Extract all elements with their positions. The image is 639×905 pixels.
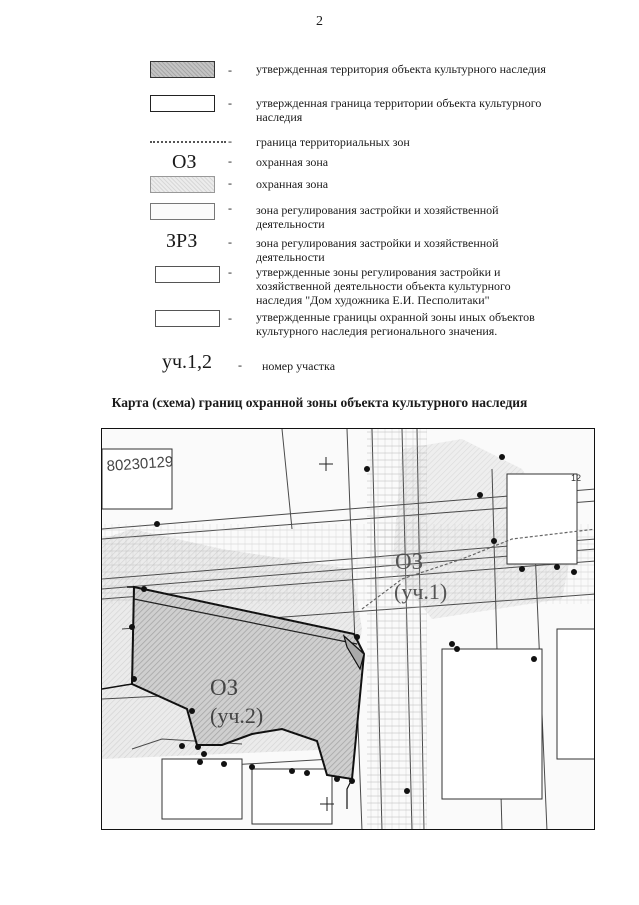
legend-dash: - bbox=[228, 176, 232, 190]
map-drawing bbox=[102, 429, 595, 830]
legend-symbol-plot-number: уч.1,2 bbox=[162, 351, 213, 373]
legend-dash: - bbox=[238, 358, 242, 372]
cadastral-map bbox=[101, 428, 595, 830]
legend-symbol-approved-territory bbox=[150, 61, 215, 78]
legend-text: номер участка bbox=[262, 359, 336, 373]
zone2-label: ОЗ bbox=[210, 675, 239, 700]
legend-symbol-zrz-text: ЗРЗ bbox=[166, 230, 198, 252]
legend-text: зона регулирования застройки и хозяйственной деятельности bbox=[256, 203, 499, 231]
legend-text: утвержденная территория объекта культурного наследия bbox=[256, 62, 546, 76]
zone1-plot-label: (уч.1) bbox=[394, 579, 448, 604]
legend-dash: - bbox=[228, 154, 232, 168]
legend-dash: - bbox=[228, 63, 232, 77]
corner-number-label: 12 bbox=[571, 473, 582, 483]
legend-dash: - bbox=[228, 235, 232, 249]
zone2-plot-label: (уч.2) bbox=[210, 703, 264, 728]
legend-dash: - bbox=[228, 311, 232, 325]
legend-symbol-protection-zone bbox=[150, 176, 215, 193]
legend-text: охранная зона bbox=[256, 177, 329, 191]
legend-dash: - bbox=[228, 134, 232, 148]
legend-text: утвержденные границы охранной зоны иных объектов культурного наследия регионального значения. bbox=[256, 310, 535, 338]
legend-dash: - bbox=[228, 96, 232, 110]
legend-text: утвержденные зоны регулирования застройки и хозяйственной деятельности объекта культурного наследия "Дом художника Е.И. Песполитаки" bbox=[256, 265, 511, 307]
legend-text: утвержденная граница территории объекта культурного наследия bbox=[256, 96, 542, 124]
legend-symbol-approved-boundary bbox=[150, 95, 215, 112]
legend-dash: - bbox=[228, 201, 232, 215]
legend-symbol-zone-boundary-line bbox=[150, 141, 226, 143]
legend-symbol-regulation-zone bbox=[150, 203, 215, 220]
page-number: 2 bbox=[316, 14, 323, 29]
cadastral-number-label: 80230129 bbox=[106, 453, 174, 475]
legend-text: зона регулирования застройки и хозяйственной деятельности bbox=[256, 236, 499, 264]
legend-text: охранная зона bbox=[256, 155, 329, 169]
legend-text: граница территориальных зон bbox=[256, 135, 410, 149]
zone1-label: ОЗ bbox=[395, 549, 424, 574]
legend-symbol-approved-regulation-zones bbox=[155, 266, 220, 283]
legend-symbol-other-protection-zones bbox=[155, 310, 220, 327]
legend-dash: - bbox=[228, 265, 232, 279]
map-title: Карта (схема) границ охранной зоны объекта культурного наследия bbox=[111, 395, 528, 410]
legend-symbol-oz-text: ОЗ bbox=[172, 151, 197, 173]
